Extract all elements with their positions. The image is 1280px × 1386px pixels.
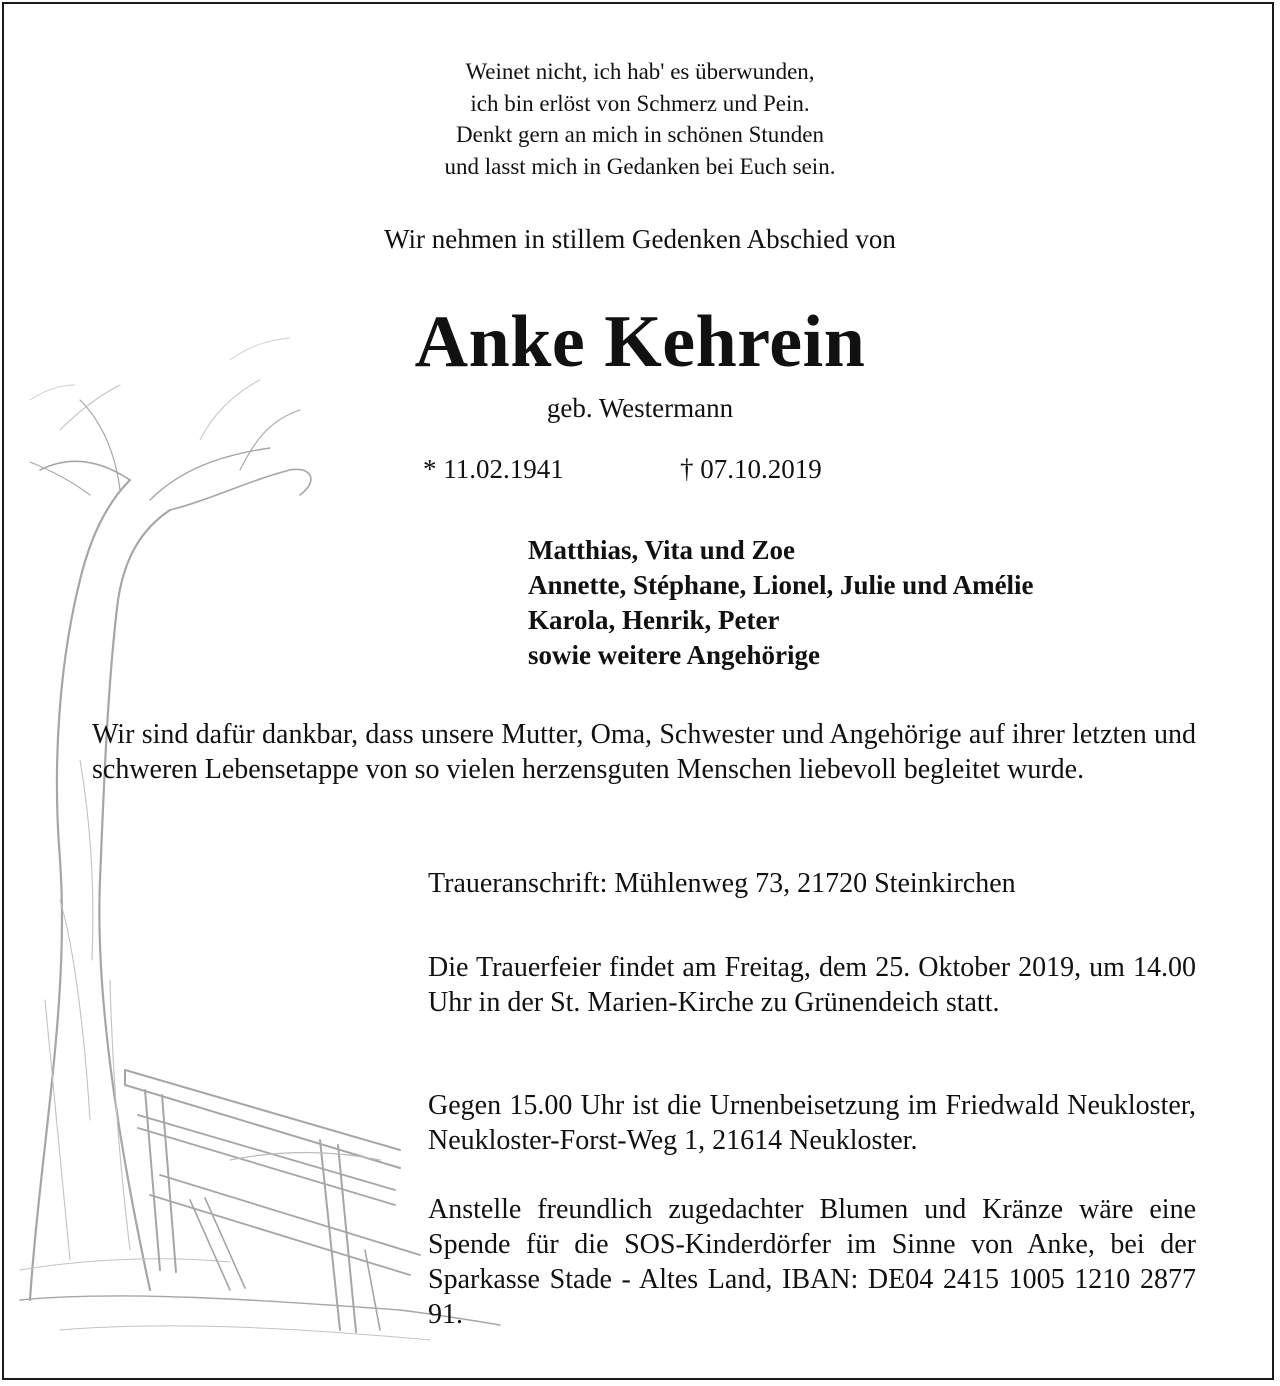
donation-info: Anstelle freundlich zugedachter Blumen und Kränze wäre eine Spende für die SOS-Kinderdörfer im Sinne von Anke, bei der Sparkasse Stade - Altes Land, IBAN: DE04 2415 1005 1210 2877 91.	[428, 1194, 1196, 1330]
mourner-line: sowie weitere Angehörige	[528, 640, 820, 670]
deceased-name: Anke Kehrein	[414, 301, 866, 383]
funeral-service-info: Die Trauerfeier findet am Freitag, dem 25. Oktober 2019, um 14.00 Uhr in der St. Marien-Kirche zu Grünendeich statt.	[428, 952, 1196, 1018]
mourner-line: Matthias, Vita und Zoe	[528, 535, 796, 565]
thanks-paragraph: Wir sind dafür dankbar, dass unsere Mutter, Oma, Schwester und Angehörige auf ihrer letzten und schweren Lebensetappe von so vielen herzensguten Menschen liebevoll begleitet wurde.	[92, 719, 1196, 785]
mourners-list	[528, 533, 1034, 673]
urn-burial-info: Gegen 15.00 Uhr ist die Urnenbeisetzung im Friedwald Neukloster, Neukloster-Forst-Weg 1, 21614 Neukloster.	[428, 1090, 1196, 1156]
poem-line: und lasst mich in Gedanken bei Euch sein.	[444, 153, 836, 179]
poem-line: Weinet nicht, ich hab' es überwunden,	[465, 59, 815, 84]
death-date: † 07.10.2019	[680, 454, 822, 484]
mourning-address: Traueranschrift: Mühlenweg 73, 21720 Steinkirchen	[428, 868, 1016, 899]
poem	[0, 56, 1280, 182]
mourner-line: Karola, Henrik, Peter	[528, 605, 780, 635]
farewell-intro: Wir nehmen in stillem Gedenken Abschied von	[384, 224, 896, 254]
mourner-line: Annette, Stéphane, Lionel, Julie und Amélie	[528, 570, 1034, 600]
birth-date: * 11.02.1941	[423, 454, 564, 484]
maiden-name: geb. Westermann	[546, 393, 734, 423]
poem-line: Denkt gern an mich in schönen Stunden	[456, 122, 824, 147]
poem-line: ich bin erlöst von Schmerz und Pein.	[470, 90, 810, 116]
